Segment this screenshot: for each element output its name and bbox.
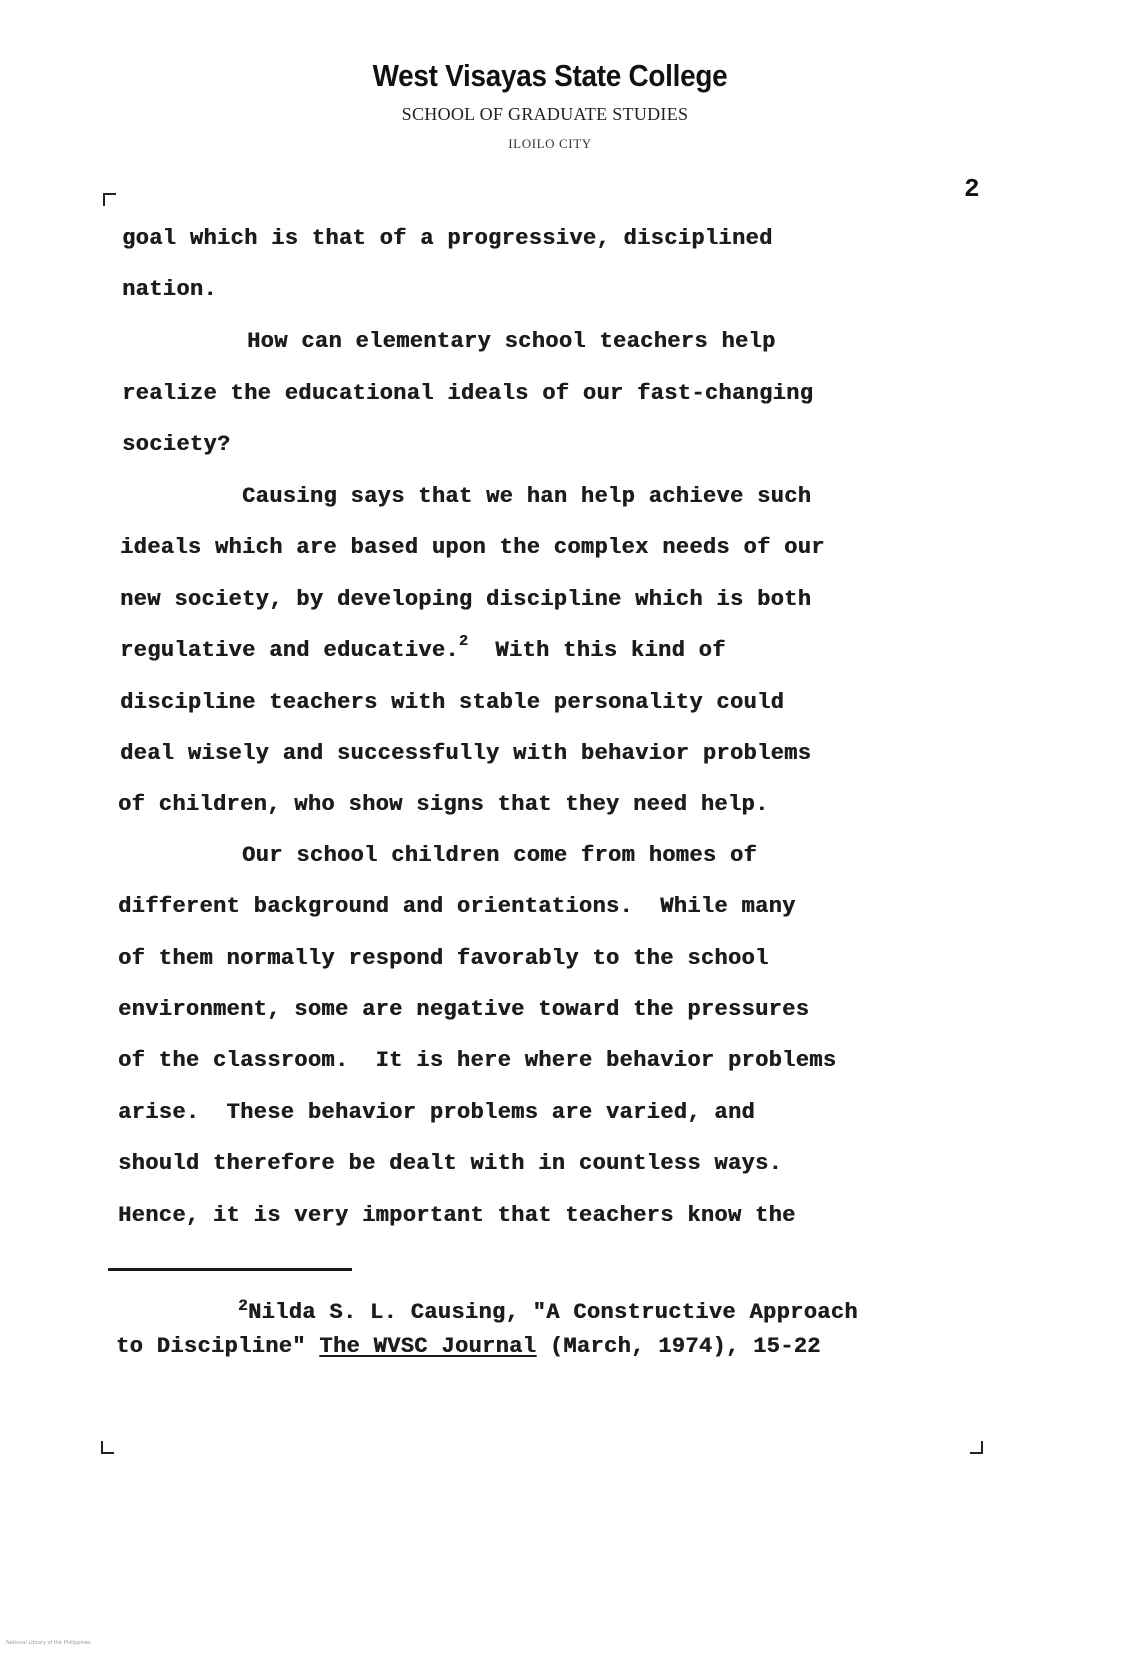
body-line-9-continued: With this kind of (468, 638, 726, 663)
body-line-5: society? (122, 432, 231, 457)
body-line-16: environment, some are negative toward the pressures (118, 997, 810, 1022)
body-line-13: Our school children come from homes of (242, 843, 757, 868)
body-line-18: arise. These behavior problems are varied, and (118, 1100, 755, 1125)
body-line-12: of children, who show signs that they need help. (118, 792, 769, 817)
footnote-text-2: to Discipline" (116, 1334, 320, 1359)
body-line-15: of them normally respond favorably to the school (118, 946, 769, 971)
footnote-separator (108, 1268, 352, 1271)
body-line-10: discipline teachers with stable personality could (120, 690, 785, 715)
footnote-text-3: (March, 1974), 15-22 (536, 1334, 821, 1359)
body-line-6: Causing says that we han help achieve such (242, 484, 812, 509)
body-line-14: different background and orientations. While many (118, 894, 796, 919)
journal-title: The WVSC Journal (319, 1334, 537, 1359)
body-line-17: of the classroom. It is here where behavior problems (118, 1048, 837, 1073)
body-line-1: goal which is that of a progressive, disciplined (122, 226, 773, 251)
body-line-9-text: regulative and educative. (120, 638, 459, 663)
body-line-8: new society, by developing discipline which is both (120, 587, 812, 612)
footnote-marker: 2 (238, 1297, 248, 1315)
college-name: West Visayas State College (372, 58, 728, 93)
body-line-9 (120, 632, 726, 663)
body-line-11: deal wisely and successfully with behavior problems (120, 741, 812, 766)
footnote-line-1 (238, 1297, 858, 1325)
crop-mark-top-left (103, 193, 116, 206)
city-name: ILOILO CITY (508, 136, 592, 151)
crop-mark-bottom-left (101, 1441, 114, 1454)
page-number: 2 (964, 174, 980, 204)
crop-mark-bottom-right (970, 1441, 983, 1454)
scan-margin-note: National Library of the Philippines (6, 1640, 91, 1646)
body-line-20: Hence, it is very important that teachers know the (118, 1203, 796, 1228)
footnote-reference: 2 (458, 632, 469, 650)
body-line-2: nation. (122, 277, 217, 302)
footnote-line-2 (116, 1334, 821, 1359)
body-line-19: should therefore be dealt with in countless ways. (118, 1151, 783, 1176)
school-name: SCHOOL OF GRADUATE STUDIES (401, 104, 689, 124)
body-line-4: realize the educational ideals of our fast-changing (122, 381, 814, 406)
body-line-3: How can elementary school teachers help (247, 329, 776, 354)
body-line-7: ideals which are based upon the complex needs of our (120, 535, 825, 560)
footnote-text-1: Nilda S. L. Causing, "A Constructive Approach (247, 1300, 858, 1325)
